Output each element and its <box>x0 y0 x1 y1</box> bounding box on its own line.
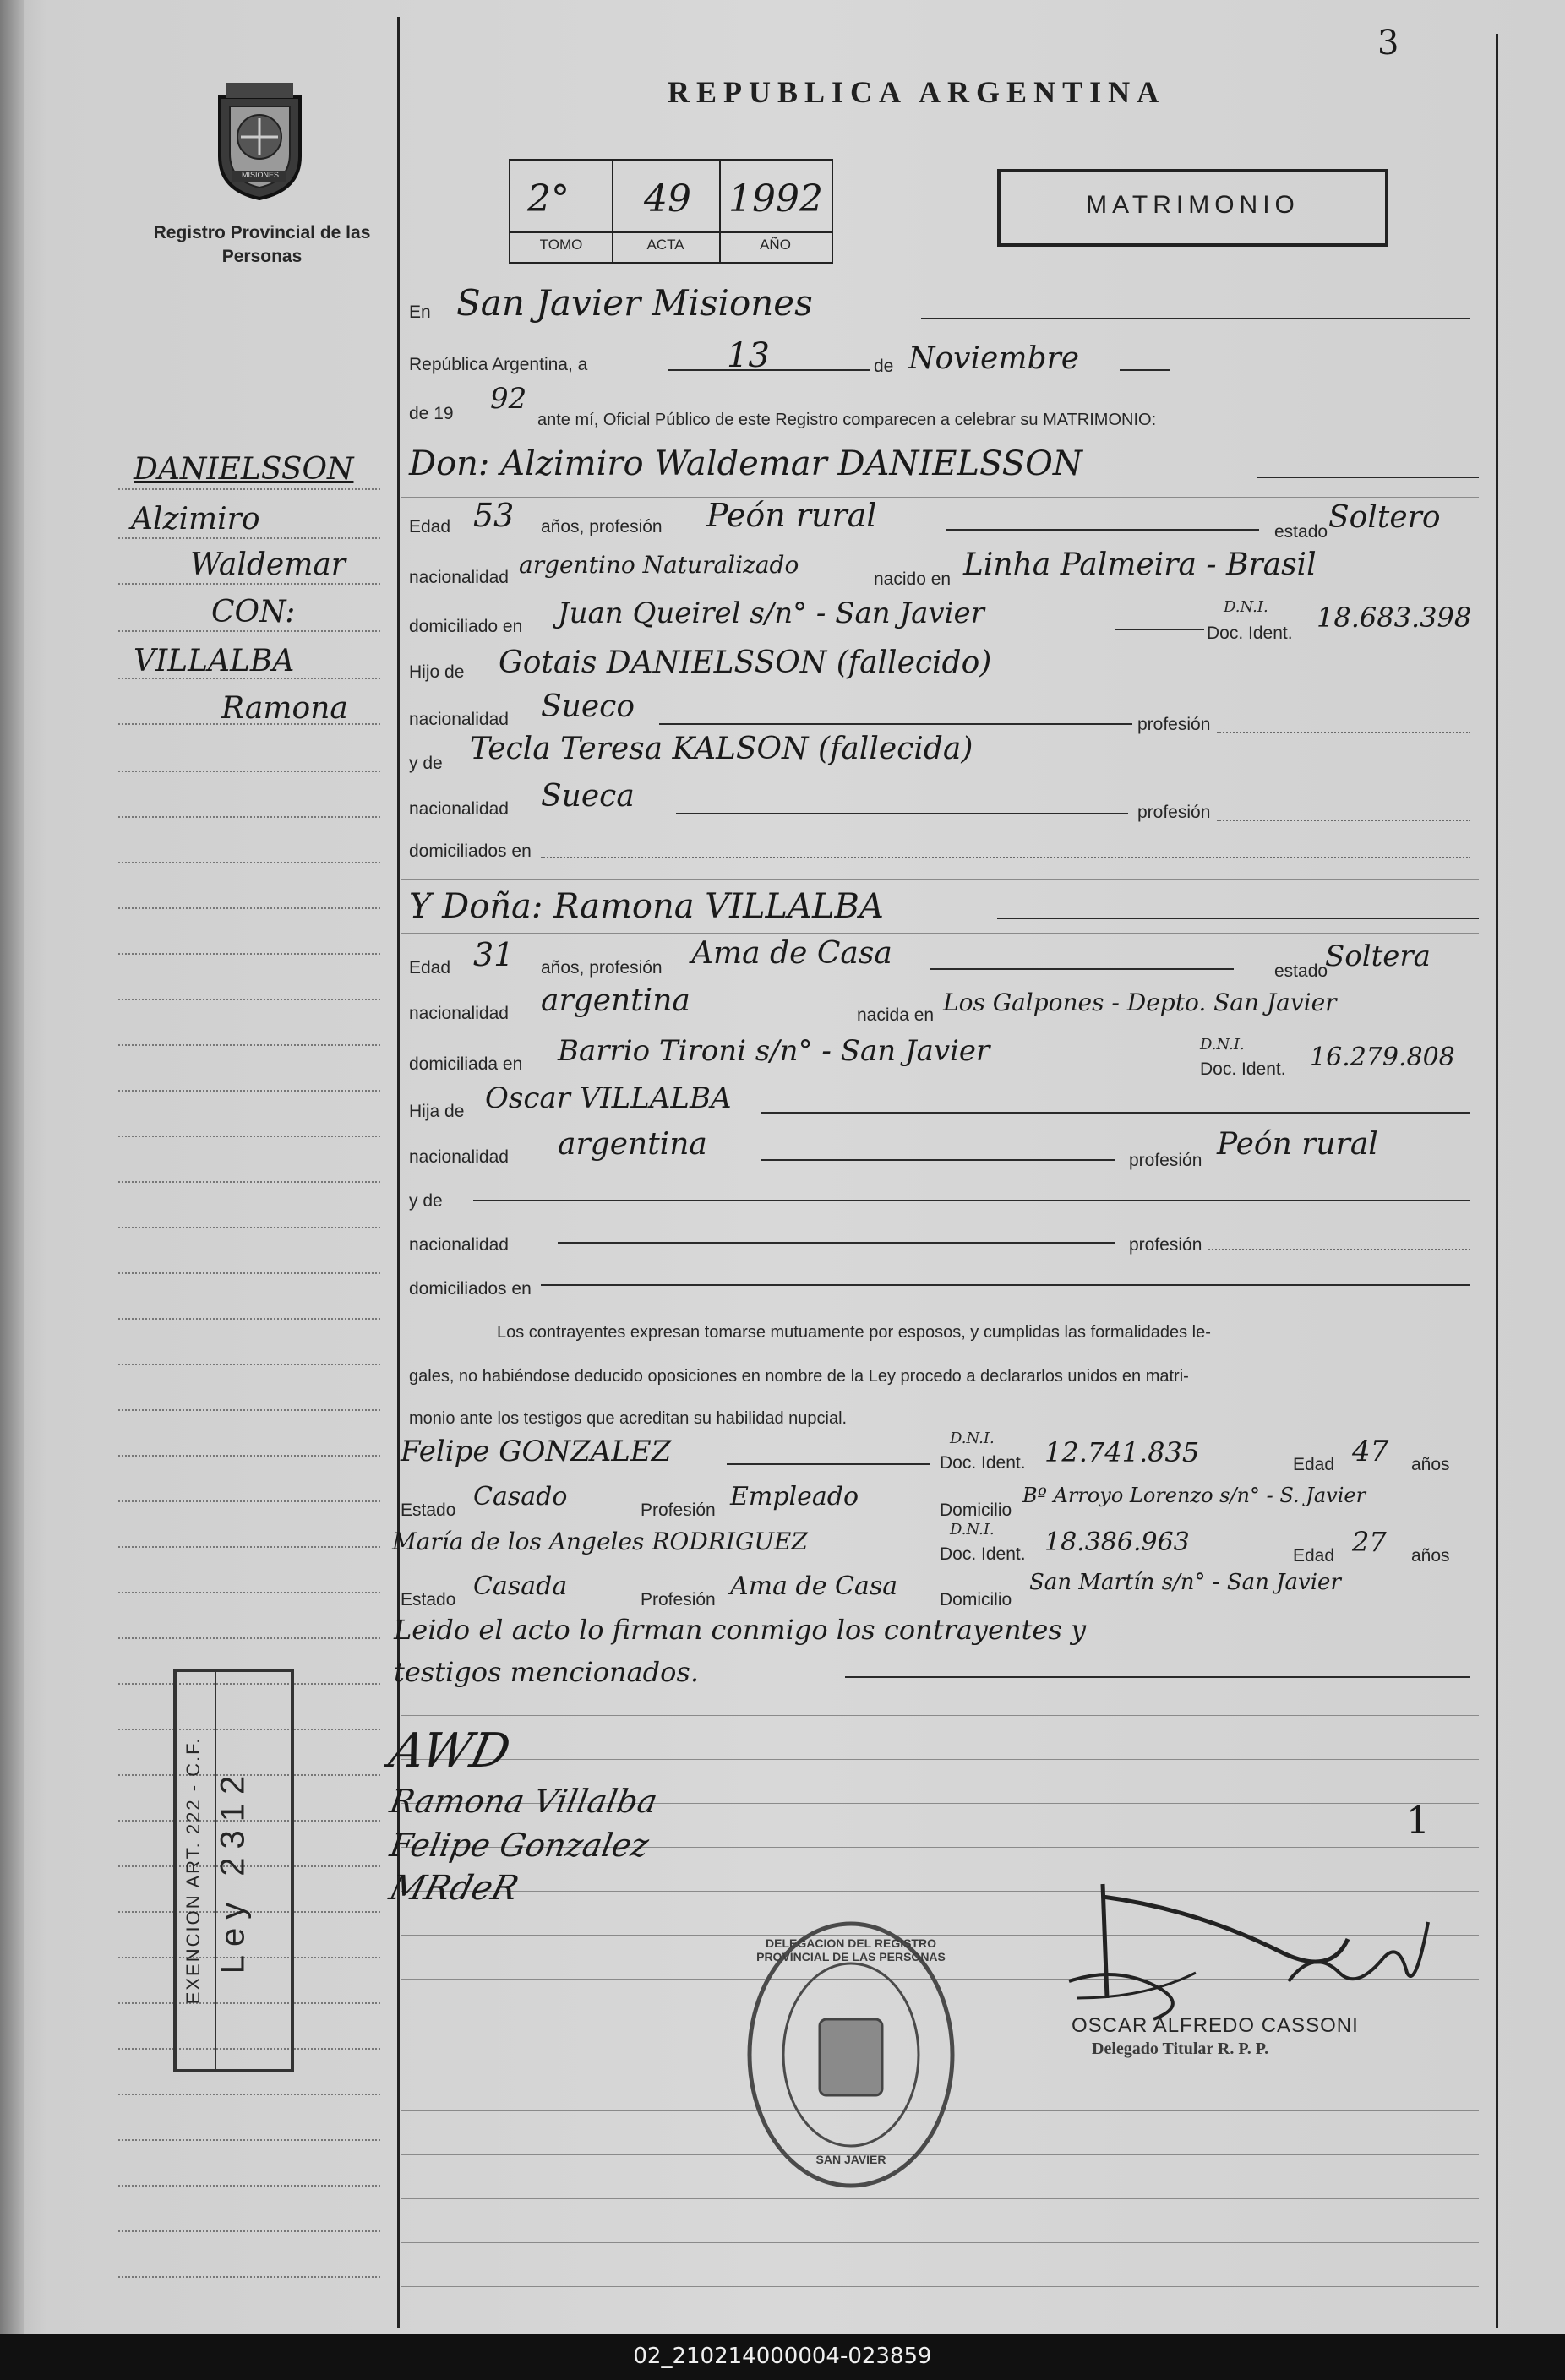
official-signature-icon <box>1061 1871 1432 2032</box>
bride-nacionalidad-label: nacionalidad <box>409 1004 509 1023</box>
witness2-doc-label: Doc. Ident. <box>940 1544 1026 1564</box>
closing-line1: Leido el acto lo firman conmigo los contrayentes y <box>394 1614 1087 1646</box>
witness1-estado-label: Estado <box>401 1500 456 1520</box>
groom-profesion: Peón rural <box>706 497 877 534</box>
witness2-name: María de los Angeles RODRIGUEZ <box>392 1528 808 1555</box>
margin-note-surname2: VILLALBA <box>134 644 295 678</box>
bride-domicilio-label: domiciliada en <box>409 1054 523 1074</box>
groom-profesion-label-3: profesión <box>1137 803 1211 822</box>
witness1-domicilio-label: Domicilio <box>940 1500 1012 1520</box>
acta-value: 49 <box>644 177 691 221</box>
witness2-doc-type: D.N.I. <box>950 1521 995 1539</box>
margin-note-name1: Alzimiro <box>131 502 260 536</box>
witness1-edad: 47 <box>1352 1435 1389 1468</box>
seal-label: MISIONES <box>241 171 279 179</box>
tomo-label: TOMO <box>539 237 583 253</box>
witness2-profesion: Ama de Casa <box>730 1571 898 1601</box>
witness1-profesion: Empleado <box>730 1482 859 1511</box>
de-label: de <box>874 357 894 376</box>
declaration-line3: monio ante los testigos que acreditan su habilidad nupcial. <box>409 1409 848 1428</box>
bride-father-label: Hija de <box>409 1102 465 1121</box>
document-type: MATRIMONIO <box>1086 191 1300 219</box>
groom-mother-nac-label: nacionalidad <box>409 799 509 819</box>
signature-witness1: Felipe Gonzalez <box>387 1827 652 1864</box>
bride-name: Y Doña: Ramona VILLALBA <box>409 887 884 926</box>
witness1-name: Felipe GONZALEZ <box>401 1435 672 1468</box>
groom-nacido-en: Linha Palmeira - Brasil <box>963 547 1317 582</box>
witness1-edad-label: Edad <box>1293 1455 1335 1474</box>
bride-mother-label: y de <box>409 1191 443 1211</box>
groom-domicilio: Juan Queirel s/n° - San Javier <box>558 596 984 630</box>
delegation-oval-seal <box>745 1920 957 2190</box>
law-number: Ley 2312 <box>214 1767 252 1974</box>
bride-nacionalidad: argentina <box>541 983 690 1018</box>
groom-mother-label: y de <box>409 754 443 773</box>
groom-mother-nac: Sueca <box>541 779 635 814</box>
law-exemption: EXENCION ART. 222 - C.F. <box>183 1736 204 2005</box>
bride-father-nac-label: nacionalidad <box>409 1147 509 1167</box>
bride-estado: Soltera <box>1325 939 1431 973</box>
provincial-seal-icon <box>203 76 317 203</box>
signature-witness2: MRdeR <box>385 1869 523 1908</box>
bride-father-prof: Peón rural <box>1217 1127 1378 1162</box>
declaration-line1: Los contrayentes expresan tomarse mutuamente por esposos, y cumplidas las formalidades le- <box>497 1323 1211 1342</box>
bride-nacida-label: nacida en <box>857 1005 935 1025</box>
tomo-value: 2° <box>527 177 570 221</box>
witness2-profesion-label: Profesión <box>641 1590 716 1609</box>
document-type-box <box>997 169 1388 247</box>
witness2-estado-label: Estado <box>401 1590 456 1609</box>
witness2-domicilio-label: Domicilio <box>940 1590 1012 1609</box>
witness1-doc-type: D.N.I. <box>950 1430 995 1447</box>
witness2-edad: 27 <box>1352 1526 1387 1558</box>
right-border-line <box>1496 34 1498 2328</box>
image-caption: 02_210214000004-023859 <box>0 2334 1565 2380</box>
groom-estado-label: estado <box>1274 522 1328 542</box>
witness2-estado: Casada <box>473 1571 568 1601</box>
anio-label: AÑO <box>760 237 791 253</box>
groom-doc-label: Doc. Ident. <box>1207 624 1293 643</box>
groom-edad: 53 <box>473 497 515 534</box>
law-exemption-stamp <box>173 1669 294 2072</box>
groom-doc-number: 18.683.398 <box>1317 602 1472 634</box>
groom-profesion-label: años, profesión <box>541 517 663 536</box>
country-title: REPUBLICA ARGENTINA <box>668 75 1166 109</box>
intro-sentence: ante mí, Oficial Público de este Registro comparecen a celebrar su MATRIMONIO: <box>537 411 1157 429</box>
bride-profesion-label: años, profesión <box>541 958 663 978</box>
bride-mother-prof-label: profesión <box>1129 1235 1202 1255</box>
official-title: Delegado Titular R. P. P. <box>1092 2040 1269 2058</box>
witness2-anos-label: años <box>1411 1546 1450 1566</box>
registry-name: Registro Provincial de las Personas <box>153 223 371 266</box>
groom-domiciliados-label: domiciliados en <box>409 841 532 861</box>
groom-father: Gotais DANIELSSON (fallecido) <box>499 645 992 680</box>
bride-edad: 31 <box>473 936 515 973</box>
groom-domicilio-label: domiciliado en <box>409 617 523 636</box>
page-number: 3 <box>1377 24 1399 63</box>
margin-divider-line <box>397 17 400 2328</box>
day-value: 13 <box>727 336 770 375</box>
declaration-line2: gales, no habiéndose deducido oposiciones en nombre de la Ley procedo a declararlos unidos en matri- <box>409 1367 1189 1386</box>
groom-doc-type: D.N.I. <box>1224 598 1268 616</box>
groom-father-nac-label: nacionalidad <box>409 710 509 729</box>
record-number-box <box>509 159 833 264</box>
year-prefix: de 19 <box>409 404 454 423</box>
bride-domiciliados-label: domiciliados en <box>409 1279 532 1299</box>
month-value: Noviembre <box>908 341 1080 376</box>
place-value: San Javier Misiones <box>456 282 813 324</box>
republic-label: República Argentina, a <box>409 355 588 374</box>
margin-check-mark: 1 <box>1406 1800 1430 1843</box>
bride-estado-label: estado <box>1274 961 1328 981</box>
witness1-domicilio: Bº Arroyo Lorenzo s/n° - S. Javier <box>1022 1484 1366 1507</box>
groom-nacionalidad-label: nacionalidad <box>409 568 509 587</box>
groom-nacionalidad: argentino Naturalizado <box>519 551 799 579</box>
bride-profesion: Ama de Casa <box>691 936 892 971</box>
groom-name: Don: Alzimiro Waldemar DANIELSSON <box>409 444 1082 483</box>
groom-father-nac: Sueco <box>541 689 635 724</box>
bride-father: Oscar VILLALBA <box>485 1081 732 1115</box>
witness1-doc-number: 12.741.835 <box>1044 1436 1200 1468</box>
witness2-domicilio: San Martín s/n° - San Javier <box>1029 1570 1341 1595</box>
binding-shadow <box>0 0 24 2334</box>
margin-note-name3: Ramona <box>221 691 348 726</box>
official-name: OSCAR ALFREDO CASSONI <box>1072 2014 1359 2037</box>
signature-groom: AWD <box>384 1724 515 1778</box>
bride-father-nac: argentina <box>558 1127 707 1162</box>
bride-nacida-en: Los Galpones - Depto. San Javier <box>943 988 1337 1016</box>
seal-town: SAN JAVIER <box>815 2153 886 2166</box>
groom-father-label: Hijo de <box>409 662 465 682</box>
year-suffix: 92 <box>490 382 527 416</box>
witness1-doc-label: Doc. Ident. <box>940 1453 1026 1473</box>
bride-mother-nac-label: nacionalidad <box>409 1235 509 1255</box>
groom-profesion-label-2: profesión <box>1137 715 1211 734</box>
seal-text: DELEGACION DEL REGISTRO PROVINCIAL DE LAS PERSONAS <box>756 1936 946 1963</box>
acta-label: ACTA <box>646 237 684 253</box>
bride-father-prof-label: profesión <box>1129 1151 1202 1170</box>
witness2-edad-label: Edad <box>1293 1546 1335 1566</box>
bride-doc-number: 16.279.808 <box>1310 1043 1455 1072</box>
en-label: En <box>409 302 431 322</box>
witness1-anos-label: años <box>1411 1455 1450 1474</box>
groom-estado: Soltero <box>1328 500 1441 535</box>
witness1-profesion-label: Profesión <box>641 1500 716 1520</box>
groom-nacido-label: nacido en <box>874 569 952 589</box>
groom-edad-label: Edad <box>409 517 451 536</box>
groom-mother: Tecla Teresa KALSON (fallecida) <box>470 732 973 766</box>
margin-note-surname: DANIELSSON <box>134 452 354 487</box>
bride-doc-type: D.N.I. <box>1200 1036 1245 1054</box>
bride-edad-label: Edad <box>409 958 451 978</box>
bride-doc-label: Doc. Ident. <box>1200 1059 1286 1079</box>
witness2-doc-number: 18.386.963 <box>1044 1528 1190 1557</box>
witness1-estado: Casado <box>473 1482 568 1511</box>
margin-note-name2: Waldemar <box>190 547 346 582</box>
anio-value: 1992 <box>728 177 823 221</box>
margin-note-con: CON: <box>211 595 296 629</box>
signature-bride: Ramona Villalba <box>387 1783 661 1820</box>
closing-line2: testigos mencionados. <box>394 1656 699 1688</box>
bride-domicilio: Barrio Tironi s/n° - San Javier <box>558 1034 990 1068</box>
